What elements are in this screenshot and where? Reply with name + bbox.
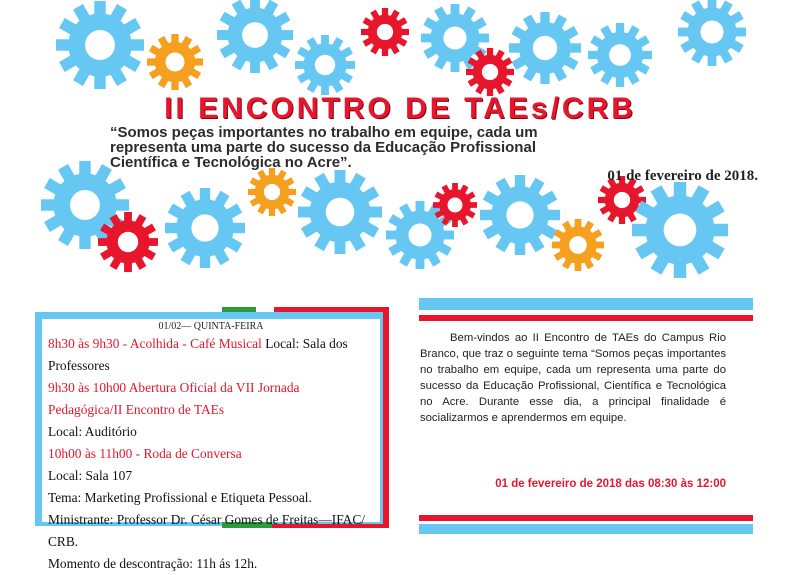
schedule-item: Momento de descontração: 11h ás 12h. <box>48 556 258 571</box>
gear-icon <box>298 170 382 254</box>
schedule-theme: Tema: Marketing Profissional e Etiqueta Pessoal. <box>48 490 312 505</box>
event-title: II ENCONTRO DE TAEs/CRB <box>164 92 636 125</box>
schedule-day-header: 01/02— QUINTA-FEIRA <box>158 321 264 332</box>
quote-line: representa uma parte do sucesso da Educação Profissional <box>110 139 536 156</box>
schedule-speaker: Ministrante: Professor Dr. César Gomes de Freitas—IFAC/ CRB. <box>48 512 365 549</box>
schedule-item: 9h30 às 10h00 Abertura Oficial da VII Jornada Pedagógica/II Encontro de TAEs <box>48 380 300 417</box>
welcome-bar <box>419 315 753 321</box>
gear-icon <box>165 188 245 268</box>
gear-icon <box>466 48 514 96</box>
schedule-item <box>48 333 374 377</box>
quote-line: “Somos peças importantes no trabalho em equipe, cada um <box>110 124 538 141</box>
gear-icon <box>361 8 409 56</box>
event-quote <box>110 125 750 170</box>
welcome-bar <box>419 524 753 534</box>
gear-icon <box>509 12 581 84</box>
gear-icon <box>632 182 728 278</box>
gear-icon <box>480 175 560 255</box>
gear-icon <box>552 219 604 271</box>
welcome-bar <box>419 515 753 521</box>
welcome-bar <box>419 298 753 310</box>
gear-icon <box>217 0 293 73</box>
quote-line: Científica e Tecnológica no Acre”. <box>110 154 352 171</box>
schedule-time: 8h30 às 9h30 - Acolhida - Café Musical <box>48 336 262 351</box>
schedule-location: Local: Sala 107 <box>48 468 133 483</box>
schedule-location: Local: Sala dos Professores <box>48 336 348 373</box>
event-date: 01 de fevereiro de 2018. <box>607 168 758 184</box>
schedule-location: Local: Auditório <box>48 424 137 439</box>
gear-icon <box>295 35 355 95</box>
gear-icon <box>588 23 652 87</box>
gear-icon <box>248 168 296 216</box>
gear-icon <box>56 1 144 89</box>
gear-icon <box>147 34 203 90</box>
welcome-text: Bem-vindos ao II Encontro de TAEs do Campus Rio Branco, que traz o seguinte tema “Somos peças importantes no trabalho em equipe, cada um representa uma parte do sucesso da Educação Profissional, Científica e Tecnológica no Acre. Durante esse dia, a principal finalidade é socializarmos e aprendermos em equipe. <box>420 332 726 424</box>
welcome-date-time: 01 de fevereiro de 2018 das 08:30 às 12:00 <box>495 478 726 490</box>
schedule-panel <box>42 319 380 571</box>
gear-icon <box>678 0 746 66</box>
schedule-item: 10h00 às 11h00 - Roda de Conversa <box>48 446 242 461</box>
schedule-frame-accent <box>383 312 389 528</box>
